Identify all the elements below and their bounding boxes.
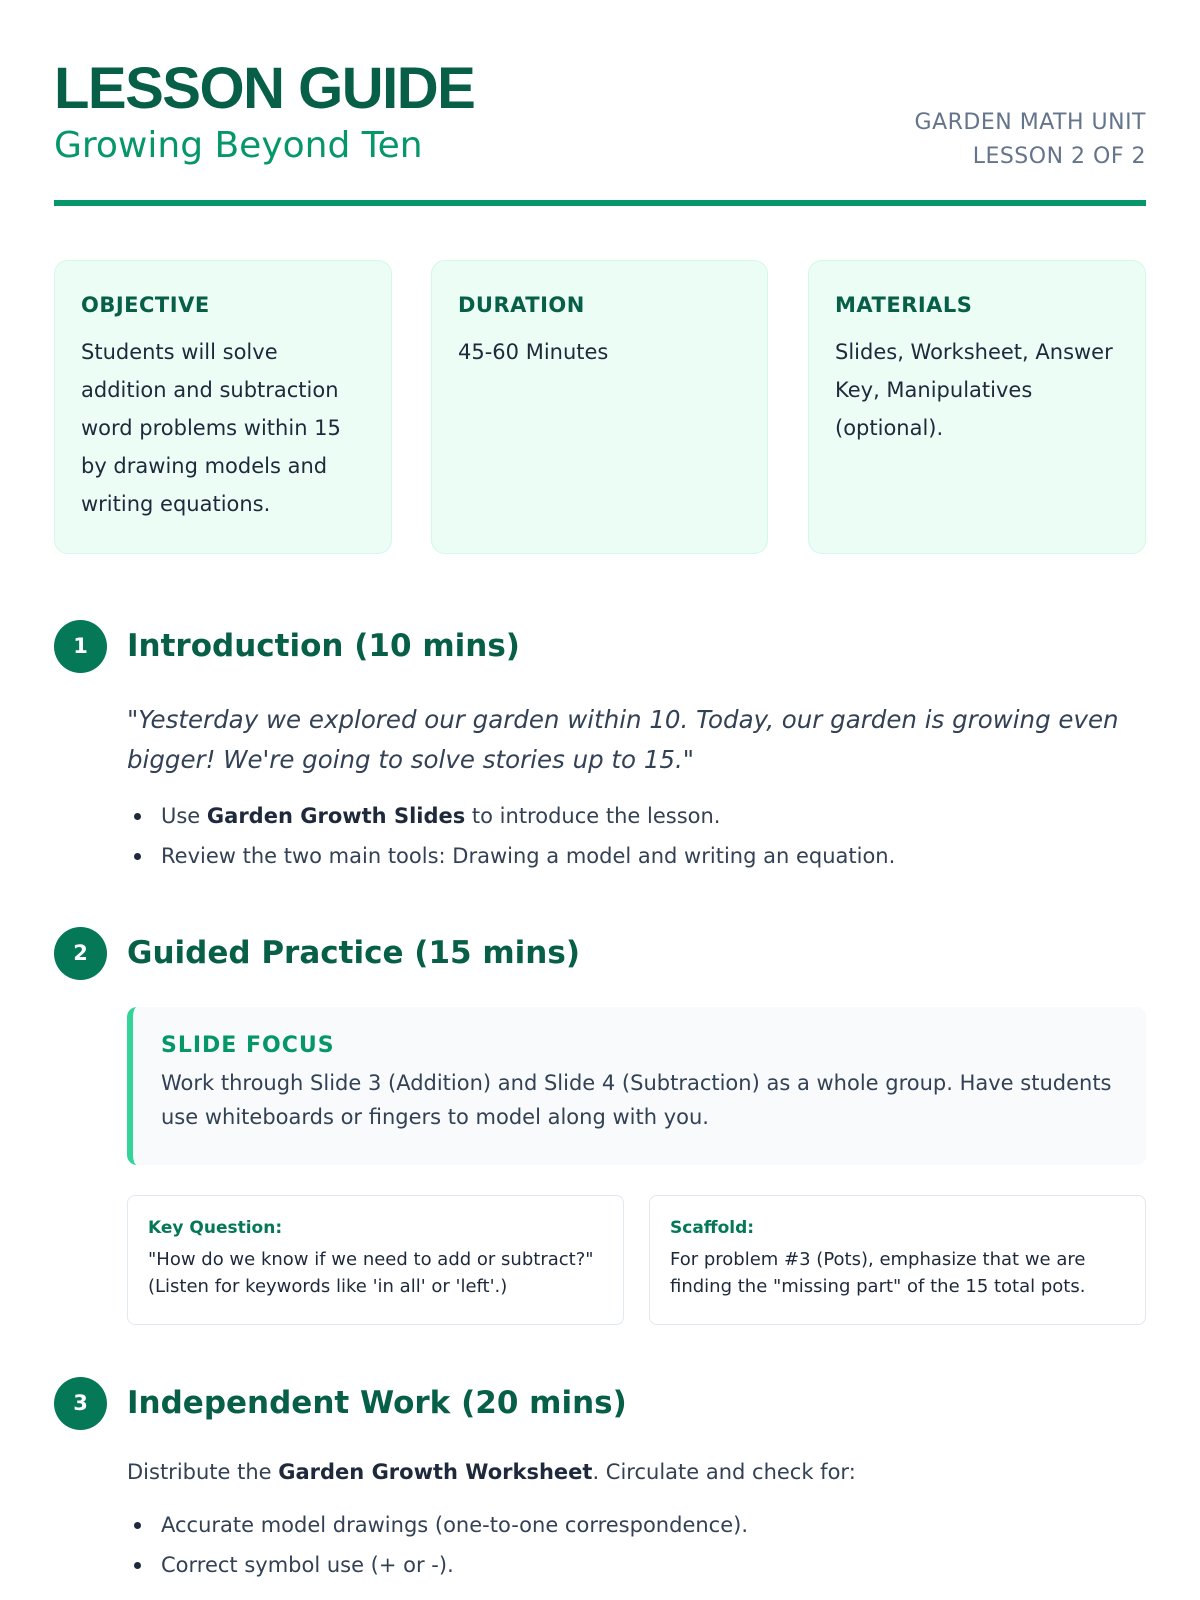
- section-title: Guided Practice (15 mins): [127, 935, 580, 971]
- duration-card: [431, 260, 768, 554]
- section-guided-practice: [54, 927, 1146, 1327]
- independent-instructions: [127, 1455, 856, 1489]
- section-title: Independent Work (20 mins): [127, 1385, 627, 1421]
- tip-text: "How do we know if we need to add or subtract?" (Listen for keywords like 'in all' or 'left'.): [148, 1249, 594, 1297]
- card-title: MATERIALS: [835, 293, 973, 317]
- list-item: [127, 796, 895, 836]
- objective-card: [54, 260, 392, 554]
- check-for-bullet-list: [127, 1505, 748, 1585]
- step-number-badge: 1: [54, 620, 107, 673]
- callout-label: SLIDE FOCUS: [161, 1033, 335, 1058]
- key-question-box: [127, 1195, 624, 1325]
- card-body: 45-60 Minutes: [458, 340, 609, 364]
- header: [54, 58, 1146, 208]
- card-body: Students will solve addition and subtraction word problems within 15 by drawing models and writing equations.: [81, 340, 341, 516]
- list-item: Correct symbol use (+ or -).: [127, 1545, 748, 1585]
- section-independent-work: [54, 1377, 1146, 1600]
- instruction-text: Distribute the: [127, 1460, 279, 1484]
- bullet-text: Use: [161, 804, 207, 828]
- list-item: Review the two main tools: Drawing a model and writing an equation.: [127, 836, 895, 876]
- tip-text: For problem #3 (Pots), emphasize that we are finding the "missing part" of the 15 total pots.: [670, 1249, 1086, 1297]
- unit-label: GARDEN MATH UNIT: [914, 110, 1146, 135]
- header-divider: [54, 200, 1146, 206]
- card-title: OBJECTIVE: [81, 293, 210, 317]
- page-subtitle: Growing Beyond Ten: [54, 125, 423, 166]
- info-cards: [54, 260, 1146, 554]
- tip-label: Key Question:: [148, 1218, 283, 1238]
- callout-text: Work through Slide 3 (Addition) and Slide 4 (Subtraction) as a whole group. Have students use whiteboards or fingers to model along with you.: [161, 1071, 1112, 1129]
- step-number-badge: 2: [54, 927, 107, 980]
- teacher-script-quote: "Yesterday we explored our garden within 10. Today, our garden is growing even bigger! We're going to solve stories up to 15.": [127, 705, 1119, 774]
- page-title: LESSON GUIDE: [54, 56, 475, 121]
- unit-meta: [915, 106, 1146, 174]
- scaffold-box: [649, 1195, 1146, 1325]
- bullet-emphasis: Garden Growth Slides: [206, 804, 466, 828]
- intro-bullet-list: [127, 796, 895, 876]
- bullet-text: to introduce the lesson.: [465, 804, 721, 828]
- list-item: Accurate model drawings (one-to-one correspondence).: [127, 1505, 748, 1545]
- card-body: Slides, Worksheet, Answer Key, Manipulatives (optional).: [835, 340, 1113, 440]
- materials-card: [808, 260, 1146, 554]
- tip-label: Scaffold:: [670, 1218, 755, 1238]
- instruction-text: . Circulate and check for:: [592, 1460, 856, 1484]
- lesson-number: LESSON 2 OF 2: [972, 144, 1146, 169]
- instruction-emphasis: Garden Growth Worksheet: [278, 1460, 593, 1484]
- section-title: Introduction (10 mins): [127, 628, 520, 664]
- section-introduction: [54, 620, 1146, 880]
- step-number-badge: 3: [54, 1377, 107, 1430]
- card-title: DURATION: [458, 293, 585, 317]
- slide-focus-callout: [127, 1007, 1146, 1165]
